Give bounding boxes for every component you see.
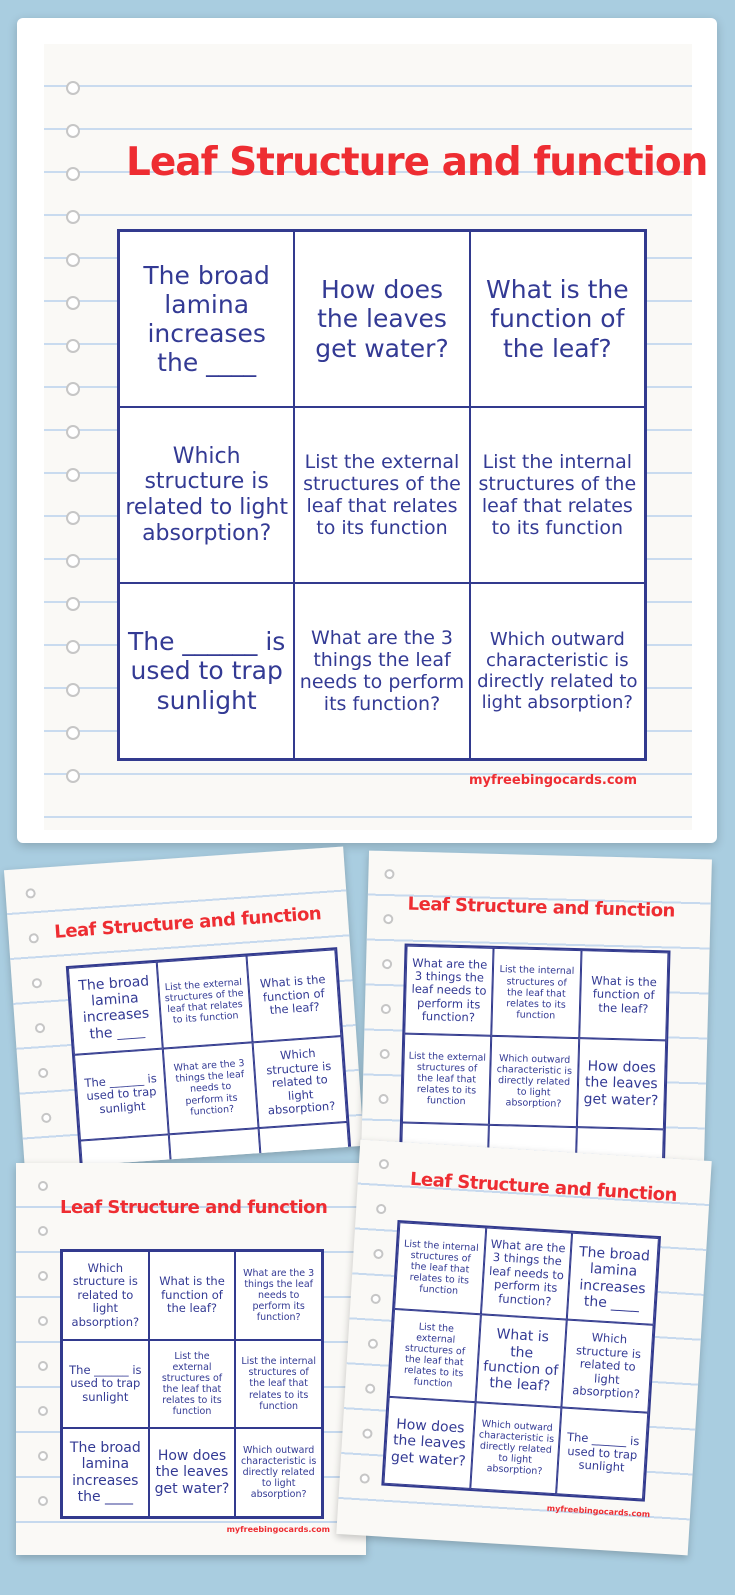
main-bingo-card	[17, 18, 717, 843]
binder-hole-icon	[368, 1338, 379, 1349]
binder-hole-icon	[382, 959, 392, 969]
bingo-cell: Which outward characteristic is directly related to light absorption?	[489, 1036, 579, 1127]
bingo-grid	[117, 229, 647, 761]
binder-hole-icon	[38, 1181, 48, 1191]
binder-hole-icon	[66, 640, 80, 654]
bingo-cell: How does the leaves get water?	[577, 1038, 667, 1129]
bingo-cell: The broad lamina increases the ____	[62, 1428, 149, 1517]
card-title: Leaf Structure and function	[407, 893, 676, 922]
bingo-cell: Which outward characteristic is directly related to light absorption?	[235, 1428, 322, 1517]
binder-hole-icon	[25, 888, 36, 899]
bingo-cell: What are the 3 things the leaf needs to perform its function?	[163, 1042, 258, 1135]
bingo-cell: What is the function of the leaf?	[475, 1315, 567, 1407]
binder-hole-icon	[370, 1294, 381, 1305]
bingo-cell: What is the function of the leaf?	[470, 231, 645, 407]
bingo-grid	[381, 1220, 661, 1502]
bingo-cell: List the external structures of the leaf that relates to its function	[294, 407, 469, 583]
bingo-cell: The ______ is used to trap sunlight	[119, 583, 294, 759]
site-watermark: myfreebingocards.com	[226, 1525, 330, 1534]
bingo-cell: What are the 3 things the leaf needs to perform its function?	[481, 1227, 573, 1319]
bingo-cell: The broad lamina increases the ____	[68, 962, 163, 1055]
bingo-cell: Which outward characteristic is directly related to light absorption?	[470, 583, 645, 759]
binder-hole-icon	[66, 296, 80, 310]
preview-card-2	[361, 851, 712, 1165]
binder-hole-icon	[38, 1361, 48, 1371]
bingo-cell: List the internal structures of the leaf that relates to its function	[470, 407, 645, 583]
bingo-grid	[398, 944, 671, 1165]
bingo-cell: What is the function of the leaf?	[149, 1251, 236, 1340]
bingo-cell: What is the function of the leaf?	[579, 950, 669, 1041]
preview-card-3	[16, 1163, 366, 1555]
bingo-cell: What is the function of the leaf?	[246, 949, 341, 1042]
binder-hole-icon	[38, 1451, 48, 1461]
preview-card-4	[336, 1140, 711, 1556]
bingo-cell: The ______ is used to trap sunlight	[62, 1340, 149, 1429]
bingo-cell: List the external structures of the leaf that relates to its function	[149, 1340, 236, 1429]
binder-hole-icon	[365, 1383, 376, 1394]
card-title: Leaf Structure and function	[126, 140, 708, 185]
binder-hole-icon	[66, 167, 80, 181]
bingo-cell: What are the 3 things the leaf needs to perform its function?	[404, 946, 494, 1037]
bingo-cell: How does the leaves get water?	[294, 231, 469, 407]
binder-hole-icon	[41, 1113, 52, 1124]
bingo-cell: List the internal structures of the leaf that relates to its function	[492, 948, 582, 1039]
card-title: Leaf Structure and function	[409, 1168, 678, 1207]
binder-hole-icon	[66, 468, 80, 482]
binder-hole-icon	[66, 81, 80, 95]
binder-hole-icon	[376, 1204, 387, 1215]
binder-hole-icon	[66, 511, 80, 525]
bingo-cell: The ______ is used to trap sunlight	[74, 1048, 169, 1141]
bingo-cell: Which structure is related to light absorption?	[62, 1251, 149, 1340]
bingo-grid	[60, 1249, 324, 1519]
binder-hole-icon	[379, 1159, 390, 1170]
binder-hole-icon	[35, 1023, 46, 1034]
bingo-cell: How does the leaves get water?	[383, 1396, 475, 1488]
binder-hole-icon	[362, 1428, 373, 1439]
binder-hole-icon	[381, 1004, 391, 1014]
notebook-paper	[44, 44, 708, 830]
binder-hole-icon	[378, 1094, 388, 1104]
bingo-cell: Which structure is related to light absorption?	[562, 1320, 654, 1412]
binder-hole-icon	[66, 210, 80, 224]
binder-hole-icon	[66, 554, 80, 568]
binder-hole-icon	[373, 1249, 384, 1260]
bingo-cell: The broad lamina increases the ____	[567, 1233, 659, 1325]
bingo-cell: Which structure is related to light absorption?	[252, 1036, 347, 1129]
bingo-cell: The ______ is used to trap sunlight	[556, 1407, 648, 1499]
binder-hole-icon	[66, 425, 80, 439]
binder-hole-icon	[359, 1473, 370, 1484]
bingo-cell: Which outward characteristic is directly related to light absorption?	[470, 1402, 562, 1494]
binder-hole-icon	[66, 683, 80, 697]
binder-hole-icon	[38, 1068, 49, 1079]
binder-hole-icon	[38, 1406, 48, 1416]
binder-hole-icon	[38, 1316, 48, 1326]
binder-hole-icon	[38, 1496, 48, 1506]
site-watermark: myfreebingocards.com	[468, 773, 637, 788]
binder-hole-icon	[66, 339, 80, 353]
binder-hole-icon	[383, 914, 393, 924]
site-watermark: myfreebingocards.com	[546, 1503, 651, 1519]
bingo-cell: List the internal structures of the leaf that relates to its function	[235, 1340, 322, 1429]
binder-hole-icon	[38, 1271, 48, 1281]
bingo-cell: List the external structures of the leaf that relates to its function	[402, 1034, 492, 1125]
card-title: Leaf Structure and function	[53, 903, 322, 943]
bingo-cell: How does the leaves get water?	[149, 1428, 236, 1517]
binder-hole-icon	[38, 1226, 48, 1236]
card-title: Leaf Structure and function	[60, 1197, 328, 1218]
binder-hole-icon	[380, 1049, 390, 1059]
binder-hole-icon	[28, 933, 39, 944]
bingo-grid	[66, 947, 356, 1169]
bingo-cell: What are the 3 things the leaf needs to perform its function?	[294, 583, 469, 759]
preview-card-1	[4, 847, 364, 1170]
binder-hole-icon	[32, 978, 43, 989]
bingo-cell: List the external structures of the leaf that relates to its function	[389, 1309, 481, 1401]
bingo-cell: What are the 3 things the leaf needs to perform its function?	[235, 1251, 322, 1340]
bingo-cell: List the internal structures of the leaf that relates to its function	[394, 1222, 486, 1314]
binder-hole-icon	[384, 869, 394, 879]
binder-hole-icon	[66, 382, 80, 396]
bingo-cell: The broad lamina increases the ____	[119, 231, 294, 407]
bingo-cell: Which structure is related to light absorption?	[119, 407, 294, 583]
binder-hole-icon	[66, 253, 80, 267]
binder-hole-icon	[66, 769, 80, 783]
binder-hole-icon	[66, 597, 80, 611]
bingo-cell: List the external structures of the leaf that relates to its function	[157, 956, 252, 1049]
binder-hole-icon	[66, 726, 80, 740]
binder-hole-icon	[66, 124, 80, 138]
